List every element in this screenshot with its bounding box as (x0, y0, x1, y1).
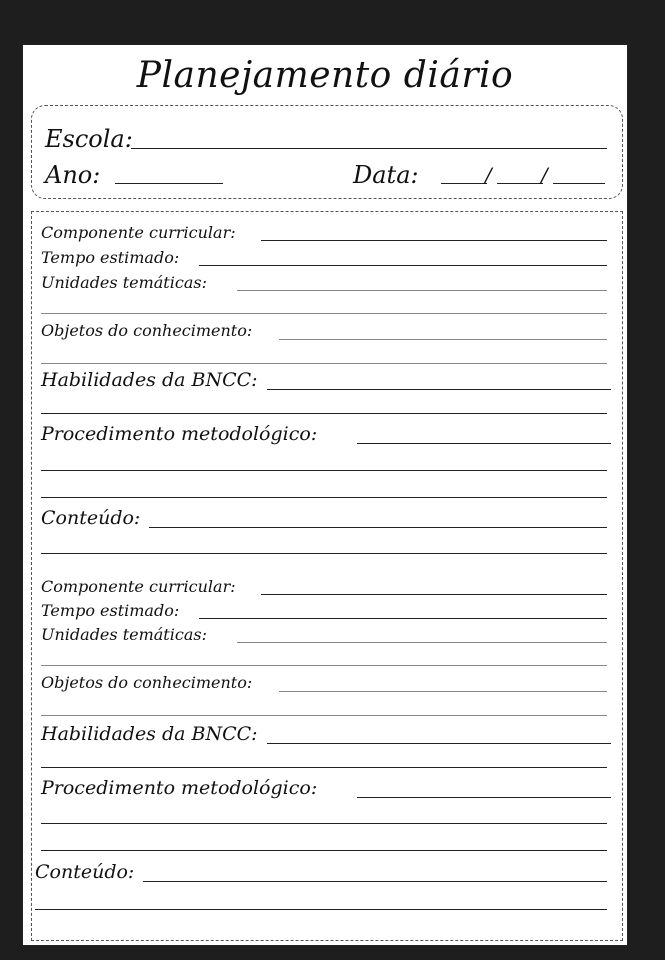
worksheet-page (22, 44, 628, 946)
blank-line[interactable] (41, 715, 607, 716)
tempo-line[interactable] (199, 265, 607, 266)
componente-line[interactable] (261, 594, 607, 595)
date-separator: / (541, 163, 548, 187)
tempo-label: Tempo estimado: (41, 248, 180, 267)
unidades-label: Unidades temáticas: (41, 625, 207, 644)
blank-line[interactable] (41, 470, 607, 471)
blank-line[interactable] (41, 767, 607, 768)
blank-line[interactable] (41, 553, 607, 554)
escola-label: Escola: (45, 125, 133, 153)
componente-label: Componente curricular: (41, 223, 236, 242)
objetos-line[interactable] (279, 339, 607, 340)
blank-line[interactable] (41, 313, 607, 314)
tempo-label: Tempo estimado: (41, 601, 180, 620)
unidades-label: Unidades temáticas: (41, 273, 207, 292)
conteudo-line[interactable] (143, 881, 607, 882)
date-day-line[interactable] (441, 183, 487, 184)
componente-label: Componente curricular: (41, 577, 236, 596)
escola-line[interactable] (131, 148, 607, 149)
unidades-line[interactable] (237, 642, 607, 643)
procedimento-line[interactable] (357, 443, 611, 444)
blank-line[interactable] (41, 665, 607, 666)
blank-line[interactable] (41, 413, 607, 414)
ano-label: Ano: (45, 161, 101, 189)
procedimento-line[interactable] (357, 797, 611, 798)
date-year-line[interactable] (553, 183, 605, 184)
ano-line[interactable] (115, 183, 223, 184)
habilidades-line[interactable] (267, 389, 611, 390)
blank-line[interactable] (41, 850, 607, 851)
habilidades-label: Habilidades da BNCC: (41, 369, 258, 391)
procedimento-label: Procedimento metodológico: (41, 777, 318, 799)
conteudo-label: Conteúdo: (35, 861, 135, 883)
blank-line[interactable] (41, 363, 607, 364)
objetos-label: Objetos do conhecimento: (41, 673, 253, 692)
objetos-label: Objetos do conhecimento: (41, 321, 253, 340)
procedimento-label: Procedimento metodológico: (41, 423, 318, 445)
objetos-line[interactable] (279, 691, 607, 692)
blank-line[interactable] (35, 909, 607, 910)
habilidades-label: Habilidades da BNCC: (41, 723, 258, 745)
page-title: Planejamento diário (136, 55, 514, 96)
unidades-line[interactable] (237, 290, 607, 291)
tempo-line[interactable] (199, 618, 607, 619)
componente-line[interactable] (261, 240, 607, 241)
blank-line[interactable] (41, 497, 607, 498)
date-month-line[interactable] (497, 183, 543, 184)
data-label: Data: (353, 161, 419, 189)
blank-line[interactable] (41, 823, 607, 824)
conteudo-label: Conteúdo: (41, 507, 141, 529)
date-separator: / (485, 163, 492, 187)
conteudo-line[interactable] (149, 527, 607, 528)
habilidades-line[interactable] (267, 743, 611, 744)
